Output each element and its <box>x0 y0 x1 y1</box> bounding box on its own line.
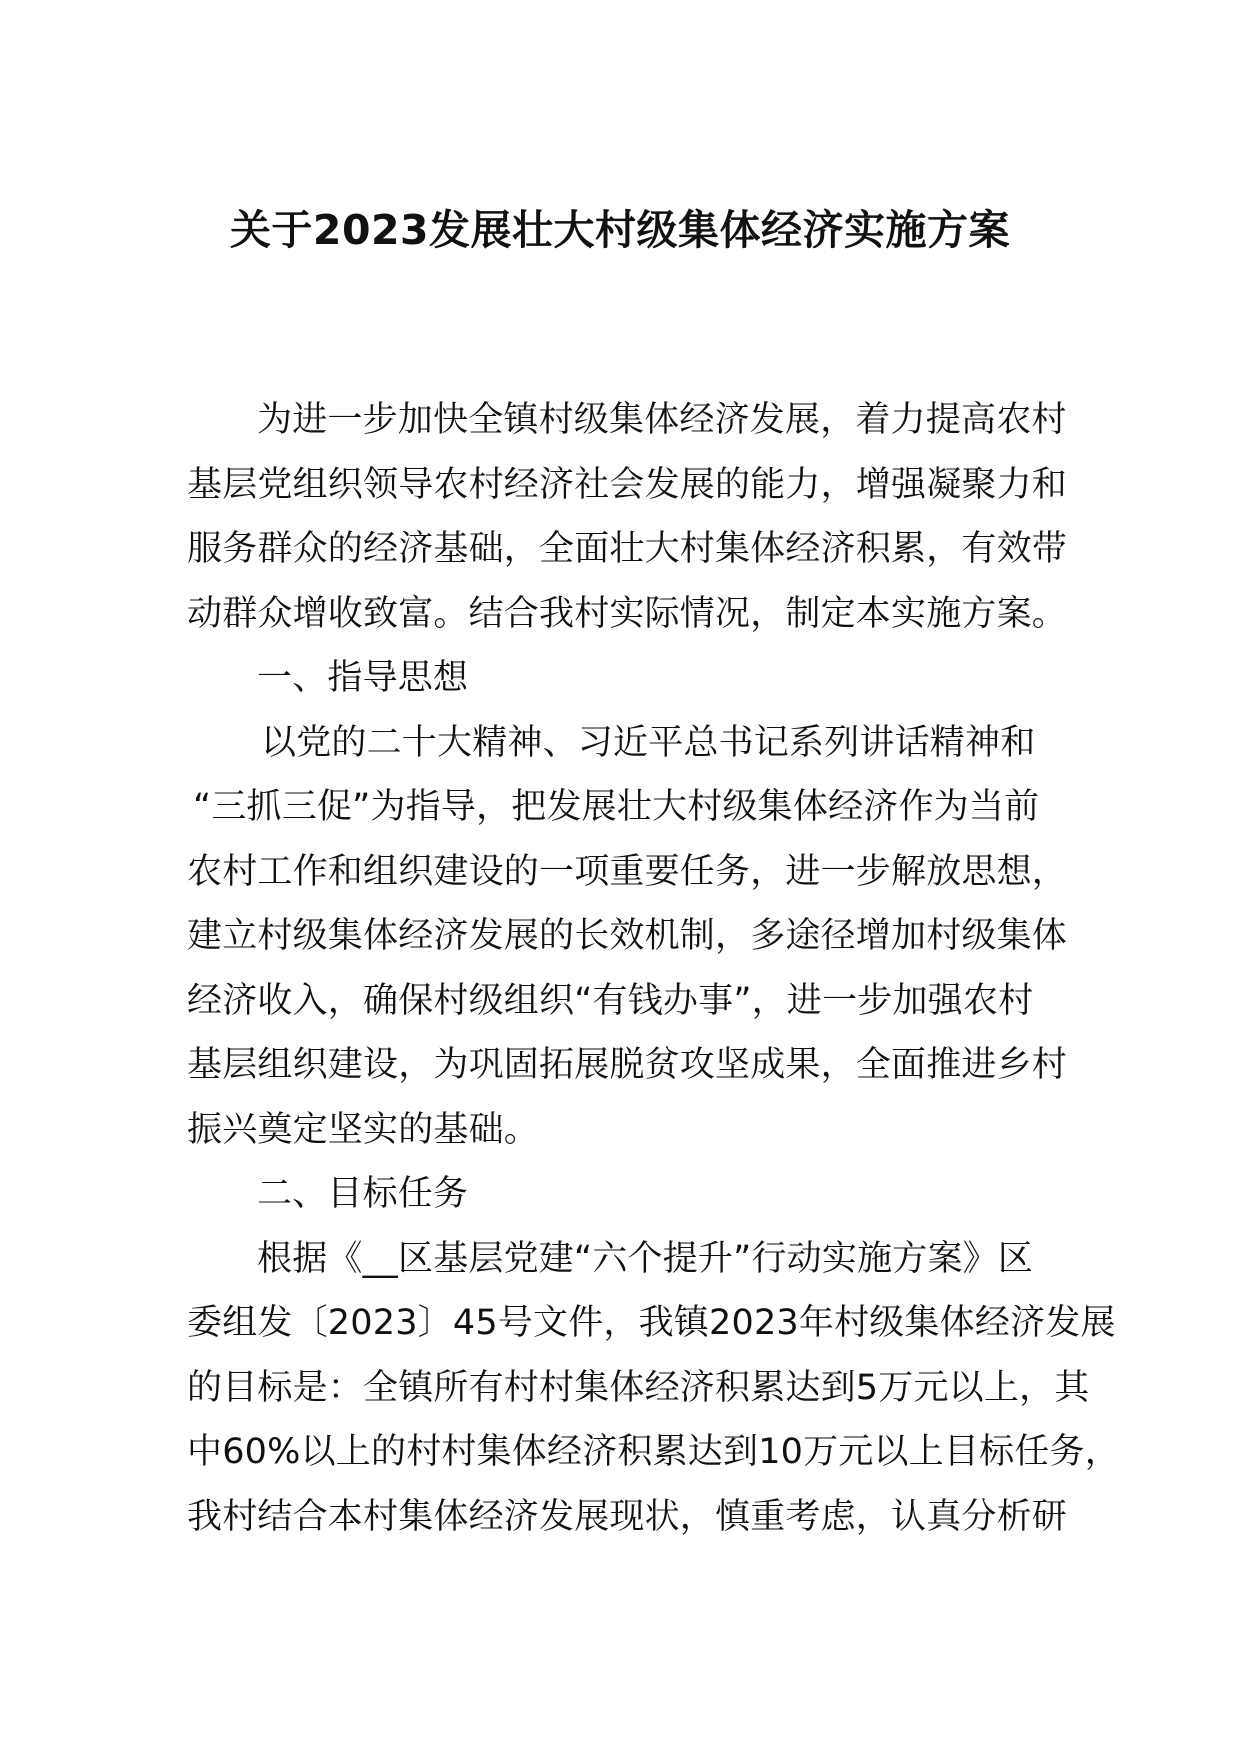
body-line: 基层党组织领导农村经济社会发展的能力，增强凝聚力和 <box>187 464 1068 505</box>
body-line: 为进一步加快全镇村级集体经济发展，着力提高农村 <box>257 400 1067 440</box>
body-line: 根据《__区基层党建“六个提升”行动实施方案》区 <box>257 1238 1034 1279</box>
body-line: 我村结合本村集体经济发展现状，慎重考虑，认真分析研 <box>187 1496 1068 1537</box>
body-line: “三抓三促”为指导，把发展壮大村级集体经济作为当前 <box>193 787 1040 827</box>
body-line: 经济收入，确保村级组织“有钱办事”，进一步加强农村 <box>187 980 1034 1021</box>
body-line: 以党的二十大精神、习近平总书记系列讲话精神和 <box>261 722 1036 763</box>
document-title: 关于2023发展壮大村级集体经济实施方案 <box>229 206 1011 254</box>
document-body <box>187 388 1120 1549</box>
body-line: 中60%以上的村村集体经济积累达到10万元以上目标任务， <box>187 1432 1120 1472</box>
body-line: 服务群众的经济基础，全面壮大村集体经济积累，有效带 <box>187 529 1068 569</box>
section-heading: 一、指导思想 <box>257 658 469 698</box>
body-line: 基层组织建设，为巩固拓展脱贫攻坚成果，全面推进乡村 <box>187 1045 1068 1085</box>
body-line: 的目标是：全镇所有村村集体经济积累达到5万元以上，其 <box>187 1367 1090 1408</box>
body-line: 农村工作和组织建设的一项重要任务，进一步解放思想， <box>187 851 1068 892</box>
body-line: 动群众增收致富。结合我村实际情况，制定本实施方案。 <box>187 593 1068 634</box>
section-heading: 二、目标任务 <box>257 1174 469 1214</box>
body-line: 委组发〔2023〕45号文件，我镇2023年村级集体经济发展 <box>187 1303 1116 1343</box>
body-line: 振兴奠定坚实的基础。 <box>187 1109 540 1150</box>
body-line: 建立村级集体经济发展的长效机制，多途径增加村级集体 <box>187 916 1068 956</box>
